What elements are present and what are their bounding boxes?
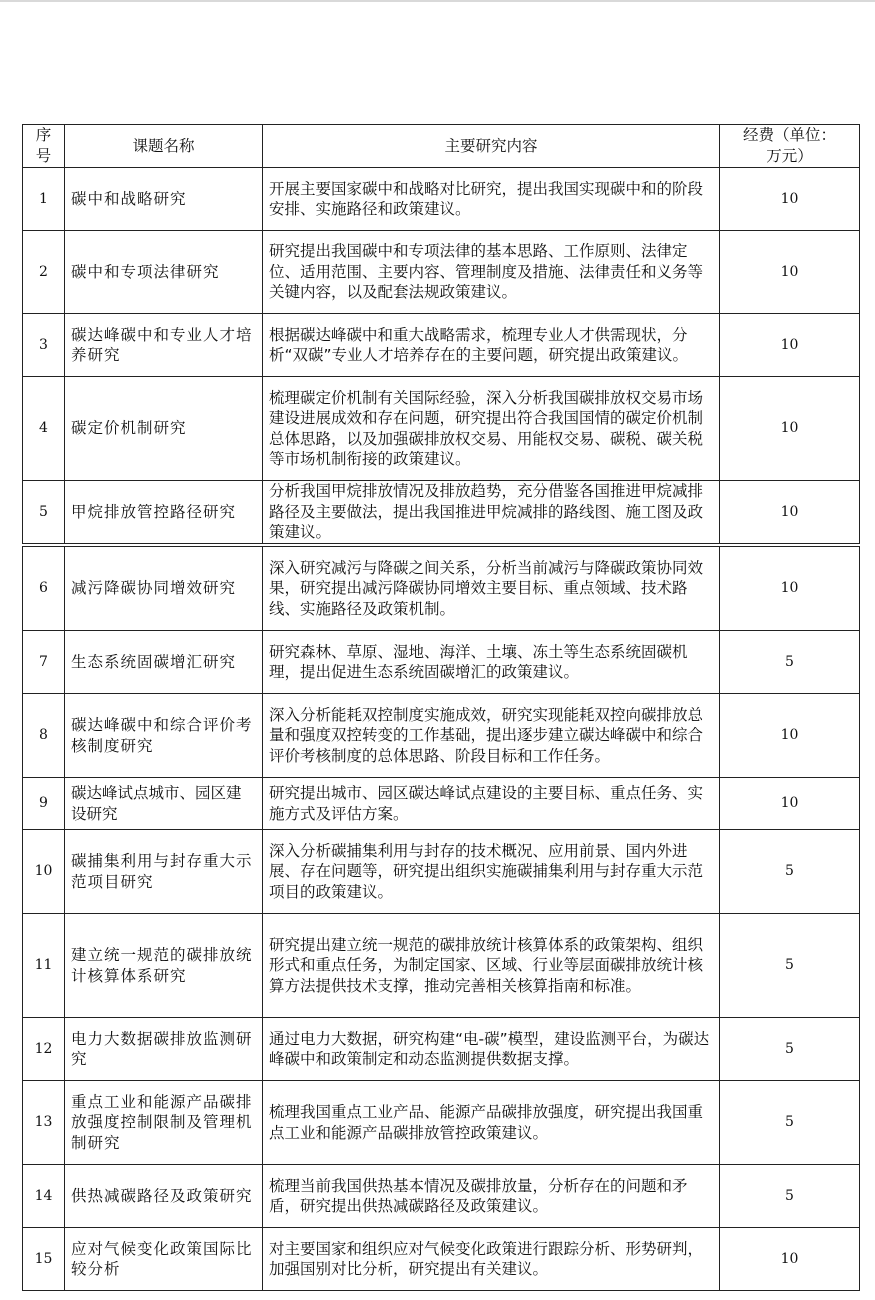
row-fee: 10 (720, 778, 860, 830)
row-index: 15 (23, 1228, 65, 1291)
table-row (23, 314, 860, 377)
row-content: 根据碳达峰碳中和重大战略需求，梳理专业人才供需现状，分析“双碳”专业人才培养存在的主要问题，研究提出政策建议。 (263, 314, 720, 377)
table-row (23, 168, 860, 231)
row-content: 深入分析碳捕集利用与封存的技术概况、应用前景、国内外进展、存在问题等，研究提出组织实施碳捕集利用与封存重大示范项目的政策建议。 (263, 830, 720, 914)
table-row (23, 914, 860, 1018)
row-topic-name: 建立统一规范的碳排放统计核算体系研究 (65, 914, 263, 1018)
table-header-row (23, 125, 860, 168)
row-fee: 5 (720, 914, 860, 1018)
row-content: 深入分析能耗双控制度实施成效，研究实现能耗双控向碳排放总量和强度双控转变的工作基础，提出逐步建立碳达峰碳中和综合评价考核制度的总体思路、阶段目标和工作任务。 (263, 694, 720, 778)
table-row (23, 830, 860, 914)
row-content: 深入研究减污与降碳之间关系，分析当前减污与降碳政策协同效果，研究提出减污降碳协同增效主要目标、重点领域、技术路线、实施路径及政策机制。 (263, 547, 720, 631)
row-topic-name: 碳达峰碳中和专业人才培养研究 (65, 314, 263, 377)
row-topic-name: 碳中和专项法律研究 (65, 231, 263, 314)
row-content: 梳理我国重点工业产品、能源产品碳排放强度，研究提出我国重点工业和能源产品碳排放管控政策建议。 (263, 1081, 720, 1165)
row-index: 2 (23, 231, 65, 314)
row-fee: 5 (720, 830, 860, 914)
table-row (23, 377, 860, 481)
research-topics-table-part-2 (22, 546, 860, 1291)
row-index: 1 (23, 168, 65, 231)
row-content: 研究提出我国碳中和专项法律的基本思路、工作原则、法律定位、适用范围、主要内容、管理制度及措施、法律责任和义务等关键内容，以及配套法规政策建议。 (263, 231, 720, 314)
row-fee: 5 (720, 631, 860, 694)
page-top-rule (0, 0, 875, 2)
row-index: 3 (23, 314, 65, 377)
table-row (23, 1018, 860, 1081)
row-topic-name: 电力大数据碳排放监测研究 (65, 1018, 263, 1081)
row-content: 对主要国家和组织应对气候变化政策进行跟踪分析、形势研判，加强国别对比分析，研究提出有关建议。 (263, 1228, 720, 1291)
row-fee: 10 (720, 547, 860, 631)
header-name: 课题名称 (65, 125, 263, 168)
row-fee: 10 (720, 481, 860, 544)
row-index: 7 (23, 631, 65, 694)
table-row (23, 1228, 860, 1291)
header-index: 序 号 (23, 125, 65, 168)
row-topic-name: 应对气候变化政策国际比较分析 (65, 1228, 263, 1291)
row-topic-name: 碳定价机制研究 (65, 377, 263, 481)
row-topic-name: 供热减碳路径及政策研究 (65, 1165, 263, 1228)
row-index: 5 (23, 481, 65, 544)
row-fee: 10 (720, 1228, 860, 1291)
row-index: 4 (23, 377, 65, 481)
row-content: 研究森林、草原、湿地、海洋、土壤、冻土等生态系统固碳机理，提出促进生态系统固碳增汇的政策建议。 (263, 631, 720, 694)
header-content: 主要研究内容 (263, 125, 720, 168)
table-row (23, 1081, 860, 1165)
row-index: 13 (23, 1081, 65, 1165)
row-index: 11 (23, 914, 65, 1018)
row-fee: 10 (720, 231, 860, 314)
row-content: 开展主要国家碳中和战略对比研究，提出我国实现碳中和的阶段安排、实施路径和政策建议。 (263, 168, 720, 231)
table-row (23, 778, 860, 830)
row-content: 研究提出建立统一规范的碳排放统计核算体系的政策架构、组织形式和重点任务，为制定国家、区域、行业等层面碳排放统计核算方法提供技术支撑，推动完善相关核算指南和标准。 (263, 914, 720, 1018)
table-row (23, 481, 860, 544)
row-topic-name: 碳中和战略研究 (65, 168, 263, 231)
row-content: 通过电力大数据，研究构建“电-碳”模型，建设监测平台，为碳达峰碳中和政策制定和动态监测提供数据支撑。 (263, 1018, 720, 1081)
row-topic-name: 减污降碳协同增效研究 (65, 547, 263, 631)
row-topic-name: 甲烷排放管控路径研究 (65, 481, 263, 544)
table-row (23, 631, 860, 694)
row-topic-name: 碳达峰碳中和综合评价考核制度研究 (65, 694, 263, 778)
table-row (23, 1165, 860, 1228)
row-fee: 10 (720, 377, 860, 481)
row-topic-name: 生态系统固碳增汇研究 (65, 631, 263, 694)
row-index: 10 (23, 830, 65, 914)
row-fee: 10 (720, 694, 860, 778)
row-fee: 5 (720, 1018, 860, 1081)
row-fee: 5 (720, 1081, 860, 1165)
row-index: 8 (23, 694, 65, 778)
row-content: 研究提出城市、园区碳达峰试点建设的主要目标、重点任务、实施方式及评估方案。 (263, 778, 720, 830)
row-index: 9 (23, 778, 65, 830)
row-index: 14 (23, 1165, 65, 1228)
row-fee: 5 (720, 1165, 860, 1228)
row-index: 6 (23, 547, 65, 631)
row-topic-name: 碳捕集利用与封存重大示范项目研究 (65, 830, 263, 914)
table-row (23, 694, 860, 778)
row-topic-name: 碳达峰试点城市、园区建设研究 (65, 778, 263, 830)
research-topics-table-part-1 (22, 124, 860, 544)
row-fee: 10 (720, 168, 860, 231)
row-index: 12 (23, 1018, 65, 1081)
row-content: 梳理当前我国供热基本情况及碳排放量，分析存在的问题和矛盾，研究提出供热减碳路径及政策建议。 (263, 1165, 720, 1228)
row-topic-name: 重点工业和能源产品碳排放强度控制限制及管理机制研究 (65, 1081, 263, 1165)
header-fee: 经费（单位： 万元） (720, 125, 860, 168)
table-row (23, 547, 860, 631)
table-row (23, 231, 860, 314)
row-content: 分析我国甲烷排放情况及排放趋势，充分借鉴各国推进甲烷减排路径及主要做法，提出我国推进甲烷减排的路线图、施工图及政策建议。 (263, 481, 720, 544)
row-fee: 10 (720, 314, 860, 377)
row-content: 梳理碳定价机制有关国际经验，深入分析我国碳排放权交易市场建设进展成效和存在问题，研究提出符合我国国情的碳定价机制总体思路，以及加强碳排放权交易、用能权交易、碳税、碳关税等市场机制衔接的政策建议。 (263, 377, 720, 481)
